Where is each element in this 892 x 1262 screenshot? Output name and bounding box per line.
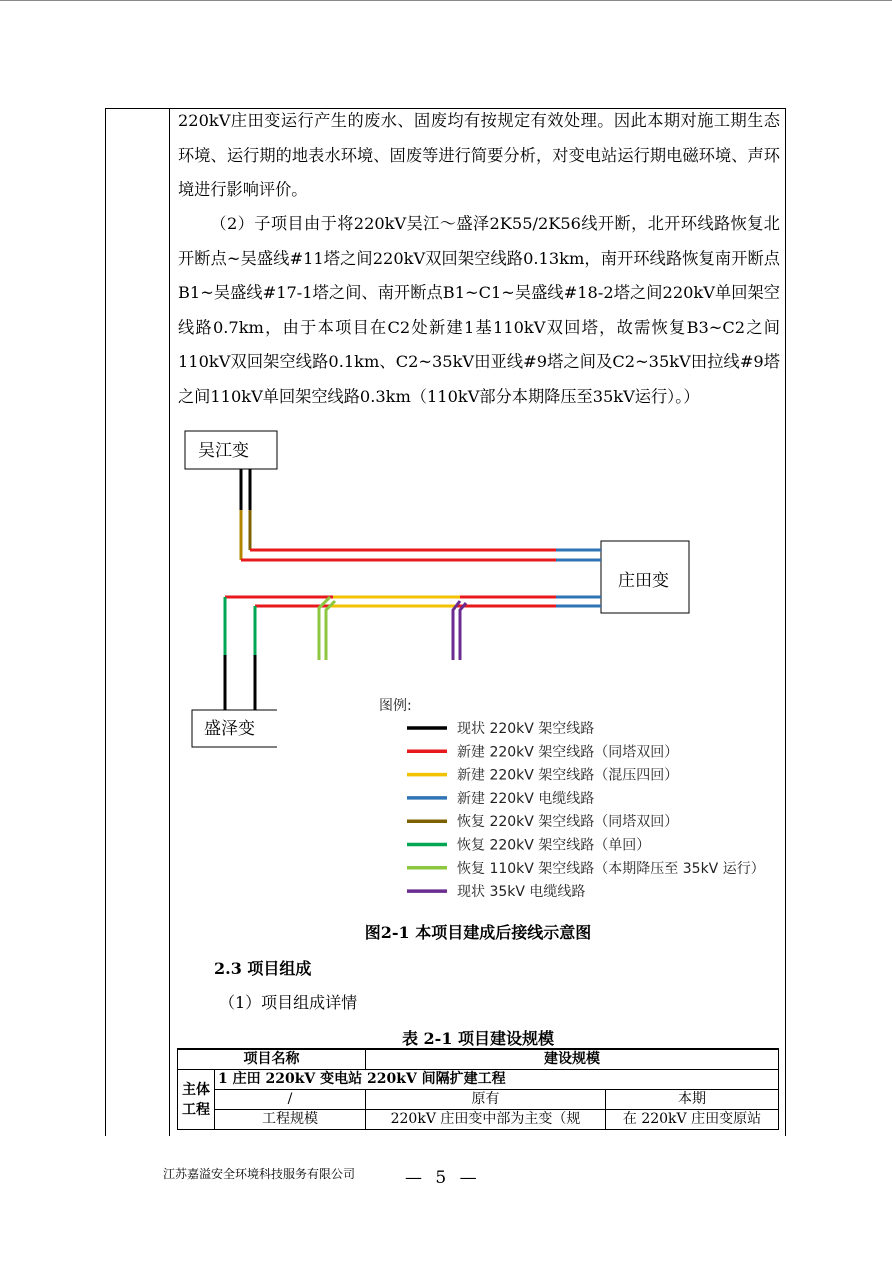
table-cell: 在 220kV 庄田变原站 [606, 1110, 779, 1130]
subheader-cell: 原有 [366, 1090, 606, 1110]
paragraph-2: （2）子项目由于将220kV吴江～盛泽2K55/2K56线开断，北开环线路恢复北开断点~吴盛线#11塔之间220kV双回架空线路0.13km，南开环线路恢复南开断点B1~吴盛线#17-1塔之间、南开断点B1~C1~吴盛线#18-2塔之间220kV单回架空线路0.7km，由于本项目在C2处新建1基110kV双回塔，故需恢复B3~C2之间110kV双回架空线路0.1km、C2~35kV田亚线#9塔之间及C2~35kV田拉线#9塔之间110kV单回架空线路0.3km（110kV部分本期降压至35kV运行）。） [178, 214, 780, 406]
node-zhuangtian-label: 庄田变 [618, 571, 669, 591]
node-wujiang-label: 吴江变 [198, 441, 249, 461]
section-heading: 2.3 项目组成 [214, 959, 312, 978]
category-cell: 主体工程 [178, 1070, 215, 1130]
header-build-scale: 建设规模 [366, 1049, 779, 1070]
legend-label: 恢复 110kV 架空线路（本期降压至 35kV 运行） [457, 860, 765, 877]
footer-page-number: — 5 — [405, 1168, 481, 1188]
header-project-name: 项目名称 [178, 1049, 366, 1070]
project-scale-table [177, 1048, 779, 1130]
page-top-rule [0, 0, 892, 1]
legend-label: 恢复 220kV 架空线路（同塔双回） [457, 814, 679, 831]
legend-label: 现状 35kV 电缆线路 [457, 884, 586, 901]
legend-label: 现状 220kV 架空线路 [457, 721, 595, 737]
subheader-cell: 本期 [606, 1090, 779, 1110]
table-row [178, 1090, 779, 1110]
paragraph-1: 220kV庄田变运行产生的废水、固废均有按规定有效处理。因此本期对施工期生态环境、运行期的地表水环境、固废等进行简要分析，对变电站运行期电磁环境、声环境进行影响评价。 [178, 111, 780, 199]
table-row [178, 1110, 779, 1130]
wiring-diagram [170, 420, 786, 915]
section-subheading: （1）项目组成详情 [219, 993, 358, 1012]
line-110kv-2 [326, 601, 335, 660]
table-cell: 工程规模 [215, 1110, 366, 1130]
subheader-cell: / [215, 1090, 366, 1110]
footer-company: 江苏嘉溢安全环境科技服务有限公司 [163, 1167, 356, 1181]
line-35kv-2 [460, 603, 466, 660]
group-title-cell: 1 庄田 220kV 变电站 220kV 间隔扩建工程 [215, 1070, 779, 1090]
table-caption: 表 2-1 项目建设规模 [401, 1029, 555, 1048]
legend-label: 恢复 220kV 架空线路（单回） [457, 837, 651, 854]
table-cell: 220kV 庄田变中部为主变（规 [366, 1110, 606, 1130]
legend-label: 新建 220kV 架空线路（同塔双回） [457, 744, 679, 761]
legend-label: 新建 220kV 架空线路（混压四回） [457, 767, 679, 784]
legend-label: 新建 220kV 电缆线路 [457, 790, 595, 807]
legend-title: 图例: [379, 698, 412, 714]
node-shengze-label: 盛泽变 [204, 719, 255, 739]
table-row [178, 1070, 779, 1090]
legend-list [407, 720, 765, 900]
table-header-row [178, 1049, 779, 1070]
figure-caption: 图2-1 本项目建成后接线示意图 [364, 923, 592, 942]
